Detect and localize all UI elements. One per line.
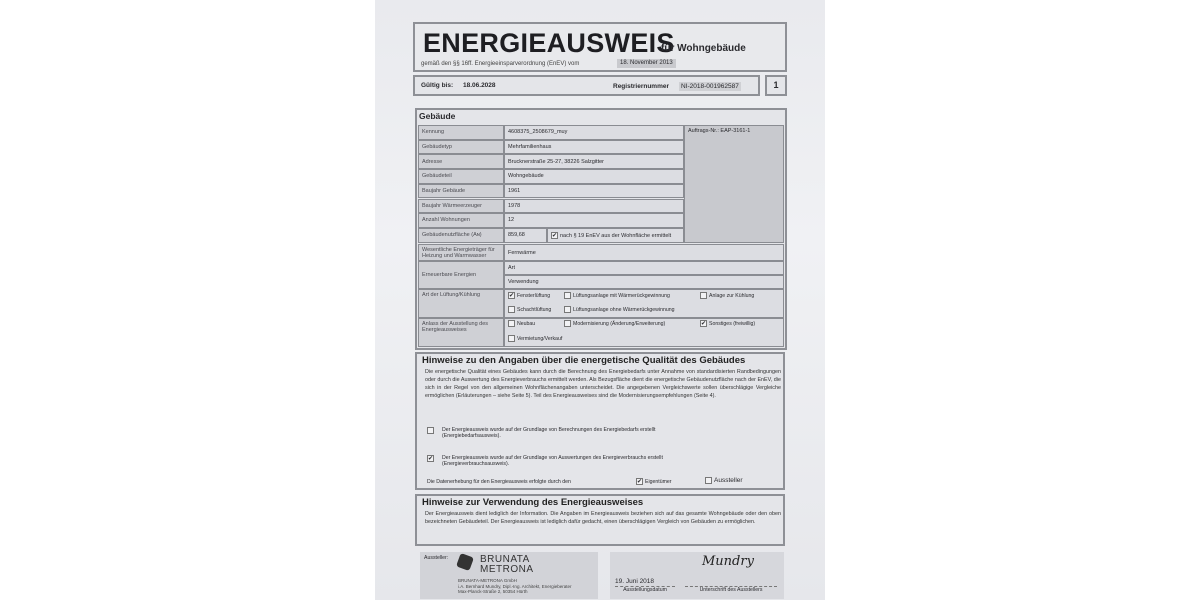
enev-basis: gemäß den §§ 16ff. Energieeinsparverordnung (EnEV) vom (421, 61, 580, 67)
row-value: Brucknerstraße 25-27, 38226 Salzgitter (504, 154, 684, 169)
ventilation-option-checkbox[interactable] (700, 292, 707, 299)
reason-option-label: Neubau (517, 320, 536, 327)
consumption-checkbox[interactable]: ✔ (428, 456, 434, 462)
renewable-type: Art (504, 261, 784, 275)
ventilation-option-label: Schachtlüftung (517, 306, 552, 313)
option-demand (427, 427, 712, 439)
ventilation-option (508, 306, 551, 313)
signature: Mundry (702, 554, 754, 569)
enev-date: 18. November 2013 (617, 59, 676, 68)
energy-value: Fernwärme (504, 244, 784, 261)
ventilation-option-checkbox[interactable]: ✔ (509, 293, 515, 299)
row-value: Wohngebäude (504, 169, 684, 184)
renewable-use: Verwendung (504, 275, 784, 289)
document-title: ENERGIEAUSWEIS (423, 28, 675, 58)
owner-checkbox[interactable]: ✔ (637, 479, 643, 485)
issuer-option (705, 477, 743, 484)
valid-date: 18.06.2028 (463, 82, 496, 89)
notes-text: Die energetische Qualität eines Gebäudes kann durch die Berechnung des Energiebedarfs unter Annahme von standardisierten Randbedingungen oder durch die Auswertung des Energieverbrauchs ermittelt werden. Als Bezugsfläche dient die energetische Gebäudenutzfläche nach der EnEV, die sich in der Regel von den allgemeinen Wohnflächenangaben unterscheidet. Die angegebenen Vergleichswerte sollen überschlägige Vergleiche ermöglichen (Erläuterungen – siehe Seite 5). Teil des Energieausweises sind die Modernisierungsempfehlungen (Seite 4). (425, 369, 781, 399)
issuer-label: Aussteller (714, 477, 743, 485)
reason-option-checkbox[interactable] (508, 320, 515, 327)
owner-option (636, 478, 672, 485)
owner-label: Eigentümer (645, 478, 672, 485)
row-label: Anzahl Wohnungen (418, 213, 504, 228)
ventilation-option (508, 292, 550, 299)
reg-number: NI-2018-001962587 (681, 83, 739, 90)
notes-title: Hinweise zu den Angaben über die energetische Qualität des Gebäudes (422, 355, 746, 366)
issuer-address (458, 578, 571, 595)
order-number: Auftrags-Nr.: EAP-3161-1 (688, 128, 751, 134)
option-consumption (427, 455, 712, 467)
ventilation-option-checkbox[interactable] (564, 306, 571, 313)
reason-option-label: Modernisierung (Änderung/Erweiterung) (573, 320, 666, 327)
ventilation-option-checkbox[interactable] (508, 306, 515, 313)
reason-option (508, 320, 535, 327)
issuer-label: Aussteller: (424, 555, 449, 561)
usage-section (415, 494, 785, 546)
reason-option-label: Vermietung/Verkauf (517, 335, 563, 342)
building-title: Gebäude (419, 111, 456, 121)
row-label: Baujahr Wärmeerzeuger (418, 199, 504, 214)
renewable-label: Erneuerbare Energien (418, 261, 504, 289)
notes-section (415, 352, 785, 490)
reason-option-label: Sonstiges (freiwillig) (709, 320, 756, 327)
row-value: 12 (504, 213, 684, 228)
row-label: Kennung (418, 125, 504, 140)
area-note-cell (547, 228, 684, 243)
data-collection-label: Die Datenerhebung für den Energieausweis erfolgte durch den (427, 479, 571, 485)
page-number: 1 (765, 75, 787, 96)
row-value: Mehrfamilienhaus (504, 140, 684, 155)
reason-option (564, 320, 665, 327)
validity-bar (413, 75, 760, 96)
reason-option (508, 335, 562, 342)
logo-line-1: BRUNATA (480, 554, 530, 565)
order-number-cell (684, 125, 784, 243)
ventilation-option (564, 292, 670, 299)
reason-label: Anlass der Ausstellung des Energieausweises (418, 318, 504, 347)
person: i.A. Bernhard Mundry, Dipl.-Ing. Architekt, Energieberater (458, 583, 572, 589)
signature-label: Unterschrift des Ausstellers (685, 586, 777, 593)
area-checkbox[interactable]: ✔ (552, 233, 558, 239)
ventilation-option-label: Lüftungsanlage mit Wärmerückgewinnung (573, 292, 670, 299)
ventilation-option-label: Anlage zur Kühlung (709, 292, 755, 299)
area-note: nach § 19 EnEV aus der Wohnfläche ermittelt (560, 232, 672, 239)
issuer-block (420, 552, 598, 599)
logo-line-2: METRONA (480, 564, 534, 575)
usage-title: Hinweise zur Verwendung des Energieausweises (422, 497, 644, 508)
demand-label: Der Energieausweis wurde auf der Grundlage von Berechnungen des Energiebedarfs erstellt (Energiebedarfsausweis). (442, 427, 656, 439)
issuer-checkbox[interactable] (705, 477, 712, 484)
reason-option (700, 320, 755, 327)
reason-option-checkbox[interactable] (508, 335, 515, 342)
usage-text: Der Energieausweis dient lediglich der Information. Die Angaben im Energieausweis beziehen sich auf das gesamte Wohngebäude oder den oben bezeichneten Gebäudeteil. Der Energieausweis ist lediglich dafür gedacht, einen überschlägigen Vergleich von Gebäuden zu ermöglichen. (425, 511, 781, 525)
demand-checkbox[interactable] (427, 427, 434, 434)
row-label: Gebäudeteil (418, 169, 504, 184)
row-value: 859,68 (504, 228, 547, 243)
row-value: 1978 (504, 199, 684, 214)
ventilation-option-checkbox[interactable] (564, 292, 571, 299)
row-label: Gebäudenutzfläche (Aɴ) (418, 228, 504, 243)
ventilation-option (564, 306, 675, 313)
signature-block (610, 552, 784, 599)
row-label: Baujahr Gebäude (418, 184, 504, 199)
address: Max-Planck-Straße 2, 50354 Hürth (458, 589, 528, 594)
consumption-label: Der Energieausweis wurde auf der Grundlage von Auswertungen des Energieverbrauchs erstellt (Energieverbrauchsausweis). (442, 455, 663, 467)
brunata-logo-icon (456, 553, 474, 571)
reason-option-checkbox[interactable] (564, 320, 571, 327)
issue-date: 19. Juni 2018 (615, 578, 655, 585)
issue-date-label: Ausstellungsdatum (615, 586, 675, 593)
ventilation-option-label: Lüftungsanlage ohne Wärmerückgewinnung (573, 306, 675, 313)
row-value: 4608375_2508679_muy (504, 125, 684, 140)
ventilation-option (700, 292, 754, 299)
header-box (413, 22, 787, 72)
document-subtitle: für Wohngebäude (661, 43, 746, 54)
energy-label: Wesentliche Energieträger für Heizung und Warmwasser (418, 244, 504, 261)
row-label: Adresse (418, 154, 504, 169)
valid-label: Gültig bis: (421, 82, 454, 89)
ventilation-option-label: Fensterlüftung (517, 292, 551, 299)
row-label: Gebäudetyp (418, 140, 504, 155)
ventilation-label: Art der Lüftung/Kühlung (418, 289, 504, 318)
reg-label: Registriernummer (613, 83, 669, 90)
row-value: 1961 (504, 184, 684, 199)
logo-text (480, 555, 534, 575)
reason-option-checkbox[interactable]: ✔ (701, 321, 707, 327)
company: BRUNATA-METRONA GmbH (458, 578, 517, 583)
document-page (375, 0, 825, 600)
